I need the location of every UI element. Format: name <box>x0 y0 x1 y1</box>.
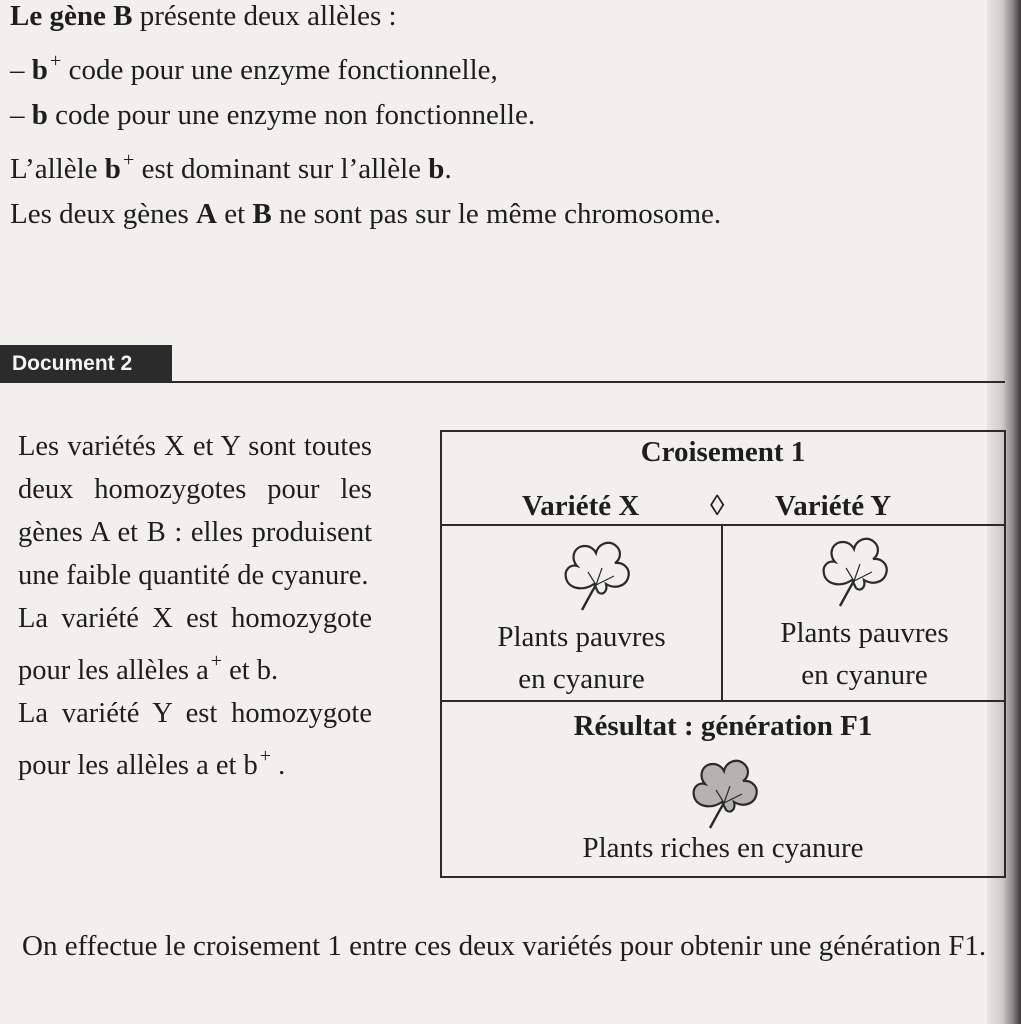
intro-line-4: L’allèle b+ est dominant sur l’allèle b. <box>10 149 452 186</box>
variety-x-caption: Plants pauvres en cyanure <box>497 621 666 695</box>
intro-line-5: Les deux gènes A et B ne sont pas sur le même chromosome. <box>10 198 722 231</box>
description-paragraph-3: La variété Y est homozygote pour les allèles a et b + . <box>18 697 372 781</box>
cross-table <box>440 430 1006 878</box>
variety-y-caption: Plants pauvres en cyanure <box>780 617 949 691</box>
table-divider-middle <box>442 700 1004 702</box>
intro-line-2: – b+ code pour une enzyme fonctionnelle, <box>10 50 498 87</box>
document-header <box>0 345 1005 383</box>
variety-x-label: Variété X <box>522 490 640 522</box>
intro-line-3: – b code pour une enzyme non fonctionnelle. <box>10 99 536 132</box>
document-rule <box>172 381 1005 383</box>
description-paragraph-1: Les variétés X et Y sont toutes deux homozygotes pour les gènes A et B : elles produisent une faible quantité de cyanure. <box>18 431 372 591</box>
cross-title: Croisement 1 <box>640 436 806 468</box>
table-divider-top <box>442 524 1004 526</box>
clover-leaf-icon-x <box>558 536 636 614</box>
cross-symbol: ◊ <box>710 490 725 522</box>
document-label: Document 2 <box>0 345 172 383</box>
result-title: Résultat : génération F1 <box>573 710 873 742</box>
clover-leaf-icon-y <box>816 532 894 610</box>
clover-leaf-icon-f1 <box>686 754 764 832</box>
conclusion-text <box>22 924 1007 968</box>
intro-line-1: Le gène B présente deux allèles : <box>10 0 397 32</box>
result-caption: Plants riches en cyanure <box>582 832 864 864</box>
variety-y-label: Variété Y <box>775 490 892 522</box>
intro-text <box>10 0 960 237</box>
conclusion-paragraph: On effectue le croisement 1 entre ces deux variétés pour obtenir une génération F1. <box>22 930 987 962</box>
varieties-description <box>18 425 372 787</box>
description-paragraph-2: La variété X est homozygote pour les allèles a + et b. <box>18 603 372 686</box>
